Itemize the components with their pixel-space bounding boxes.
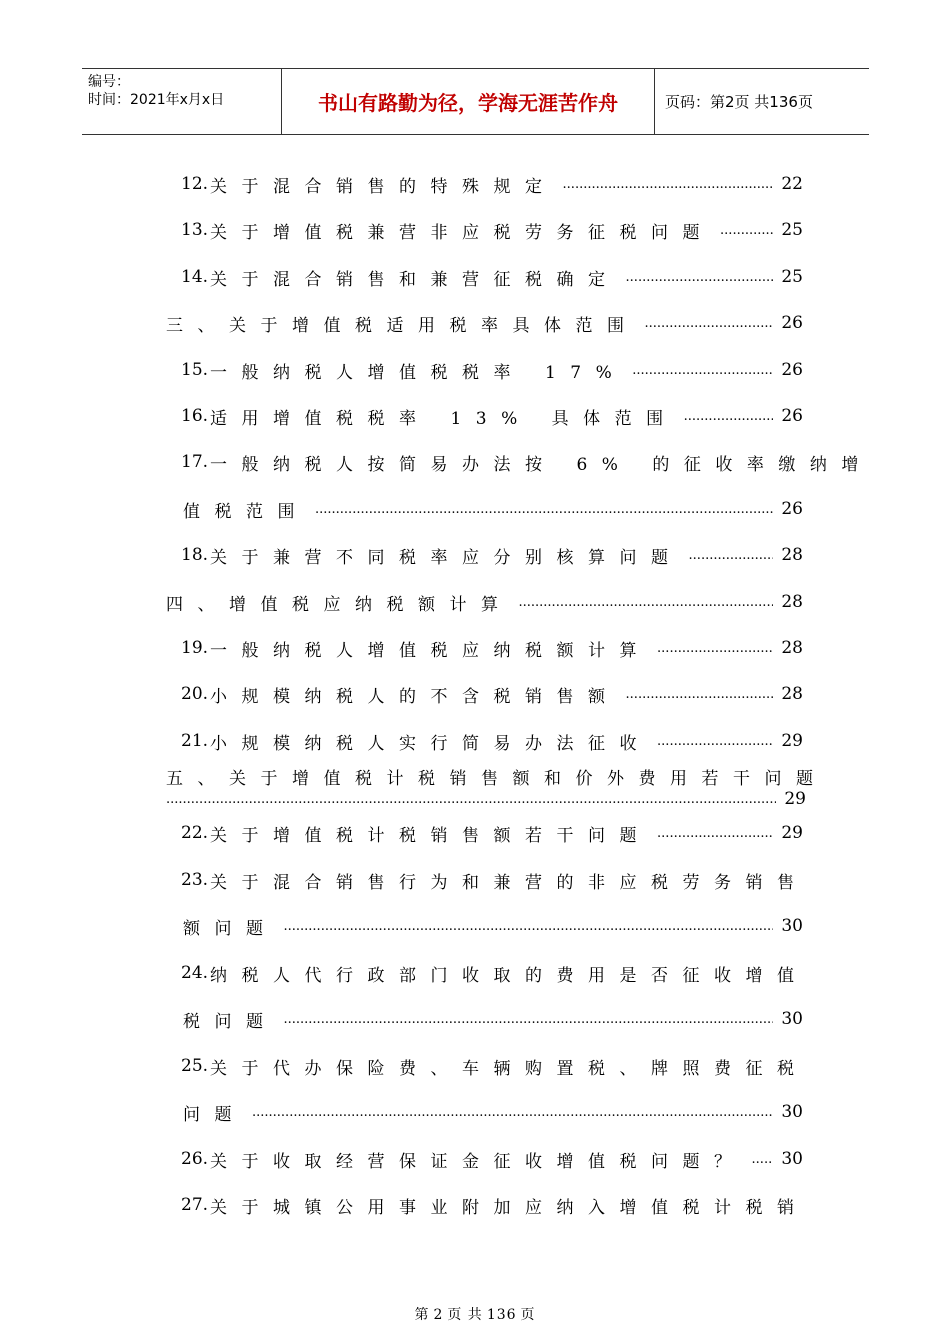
toc-leader-dots bbox=[657, 734, 773, 754]
toc-entry[interactable] bbox=[181, 681, 803, 707]
toc-entry-number: 22. bbox=[181, 823, 209, 843]
toc-entry[interactable] bbox=[181, 542, 803, 568]
toc-entry-title: 关于混合销售的特殊规定 bbox=[210, 176, 557, 197]
toc-entry-number: 25. bbox=[181, 1056, 209, 1076]
toc-leader-dots bbox=[645, 316, 774, 336]
document-number-label: 编号： bbox=[88, 74, 130, 90]
toc-entry[interactable] bbox=[181, 960, 809, 986]
toc-entry-title: 关于收取经营保证金征收增值税问题？ bbox=[210, 1151, 746, 1172]
toc-entry-number: 12. bbox=[181, 174, 209, 194]
toc-entry[interactable] bbox=[181, 403, 803, 429]
toc-entry-page: 29 bbox=[781, 731, 803, 751]
toc-entry-page: 28 bbox=[781, 545, 803, 565]
toc-entry-title: 关于混合销售行为和兼营的非应税劳务销售 bbox=[210, 872, 809, 893]
toc-entry-page: 26 bbox=[781, 406, 803, 426]
toc-section[interactable] bbox=[166, 589, 803, 615]
toc-entry-title: 适用增值税税率 13% 具体范围 bbox=[210, 408, 678, 429]
page-footer bbox=[0, 1304, 950, 1324]
toc-entry-title: 一般纳税人增值税应纳税额计算 bbox=[210, 640, 652, 661]
document-time-label: 时间：2021年x月x日 bbox=[88, 92, 225, 108]
toc-entry-number: 23. bbox=[181, 870, 209, 890]
toc-entry-page: 30 bbox=[781, 1149, 803, 1169]
footer-prefix: 第 bbox=[414, 1307, 430, 1323]
toc-section[interactable] bbox=[166, 310, 803, 336]
toc-entry-title: 税问题 bbox=[183, 1011, 278, 1032]
toc-entry[interactable] bbox=[181, 264, 803, 290]
toc-entry-number: 26. bbox=[181, 1149, 209, 1169]
toc-entry-title: 关于代办保险费、车辆购置税、牌照费征税 bbox=[210, 1058, 809, 1079]
toc-section-continuation[interactable] bbox=[166, 786, 806, 812]
toc-entry-continuation[interactable] bbox=[183, 913, 803, 939]
toc-entry-continuation[interactable] bbox=[183, 1006, 803, 1032]
toc-leader-dots bbox=[626, 270, 773, 290]
toc-section-title: 四、增值税应纳税额计算 bbox=[166, 594, 513, 615]
toc-entry-title: 小规模纳税人的不含税销售额 bbox=[210, 686, 620, 707]
toc-entry-page: 28 bbox=[781, 638, 803, 658]
toc-entry-number: 17. bbox=[181, 452, 209, 472]
toc-entry-title: 一般纳税人按简易办法按 6% 的征收率缴纳增 bbox=[210, 454, 873, 475]
toc-entry[interactable] bbox=[181, 728, 803, 754]
toc-entry[interactable] bbox=[181, 1053, 809, 1079]
toc-leader-dots bbox=[315, 502, 773, 522]
toc-leader-dots bbox=[519, 595, 774, 615]
toc-entry[interactable] bbox=[181, 217, 803, 243]
toc-section-title: 三、关于增值税适用税率具体范围 bbox=[166, 315, 639, 336]
toc-entry-title: 额问题 bbox=[183, 918, 278, 939]
toc-section-title: 五、关于增值税计税销售额和价外费用若干问题 bbox=[166, 768, 828, 789]
toc-leader-dots bbox=[166, 792, 776, 812]
toc-entry-page: 30 bbox=[781, 916, 803, 936]
toc-leader-dots bbox=[252, 1105, 773, 1125]
toc-entry-page: 22 bbox=[781, 174, 803, 194]
toc-entry-page: 30 bbox=[781, 1009, 803, 1029]
toc-entry[interactable] bbox=[181, 820, 803, 846]
toc-entry-page: 25 bbox=[781, 267, 803, 287]
toc-entry-number: 21. bbox=[181, 731, 209, 751]
toc-leader-dots bbox=[752, 1152, 773, 1172]
toc-entry-title: 关于混合销售和兼营征税确定 bbox=[210, 269, 620, 290]
toc-entry-page: 26 bbox=[781, 499, 803, 519]
toc-entry[interactable] bbox=[181, 357, 803, 383]
toc-entry-continuation[interactable] bbox=[183, 1099, 803, 1125]
footer-total-pages: 136 bbox=[486, 1307, 517, 1323]
footer-mid: 页 共 bbox=[447, 1307, 483, 1323]
toc-entry-number: 13. bbox=[181, 220, 209, 240]
toc-entry-number: 18. bbox=[181, 545, 209, 565]
toc-leader-dots bbox=[689, 548, 773, 568]
toc-leader-dots bbox=[720, 223, 773, 243]
toc-leader-dots bbox=[657, 641, 773, 661]
toc-entry-page: 29 bbox=[781, 823, 803, 843]
toc-entry-number: 24. bbox=[181, 963, 209, 983]
toc-entry-title: 值税范围 bbox=[183, 501, 309, 522]
toc-entry-number: 19. bbox=[181, 638, 209, 658]
toc-entry-number: 14. bbox=[181, 267, 209, 287]
toc-entry-title: 一般纳税人增值税税率 17% bbox=[210, 362, 627, 383]
toc-leader-dots bbox=[632, 363, 773, 383]
toc-entry-continuation[interactable] bbox=[183, 496, 803, 522]
toc-entry-number: 15. bbox=[181, 360, 209, 380]
toc-entry[interactable] bbox=[181, 635, 803, 661]
header-page-info: 页码：第2页 共136页 bbox=[665, 93, 813, 111]
toc-entry-title: 关于城镇公用事业附加应纳入增值税计税销 bbox=[210, 1197, 809, 1218]
footer-current-page: 2 bbox=[433, 1307, 444, 1323]
toc-leader-dots bbox=[657, 826, 773, 846]
toc-entry-number: 20. bbox=[181, 684, 209, 704]
toc-entry-page: 28 bbox=[781, 592, 803, 612]
toc-leader-dots bbox=[684, 409, 773, 429]
toc-leader-dots bbox=[284, 1012, 774, 1032]
toc-entry[interactable] bbox=[181, 1146, 803, 1172]
toc-entry-title: 关于增值税计税销售额若干问题 bbox=[210, 825, 652, 846]
toc-entry[interactable] bbox=[181, 171, 803, 197]
toc-entry-title: 问题 bbox=[183, 1104, 246, 1125]
header-meta bbox=[82, 69, 282, 134]
toc-entry-page: 25 bbox=[781, 220, 803, 240]
toc-leader-dots bbox=[563, 177, 773, 197]
toc-entry-number: 16. bbox=[181, 406, 209, 426]
toc-entry-page: 26 bbox=[781, 360, 803, 380]
toc-entry-title: 小规模纳税人实行简易办法征收 bbox=[210, 733, 652, 754]
footer-suffix: 页 bbox=[520, 1307, 536, 1323]
toc-entry-title: 关于增值税兼营非应税劳务征税问题 bbox=[210, 222, 715, 243]
toc-entry-page: 26 bbox=[781, 313, 803, 333]
toc-entry-page: 28 bbox=[781, 684, 803, 704]
toc-entry-page: 30 bbox=[781, 1102, 803, 1122]
toc-entry[interactable] bbox=[181, 449, 873, 475]
header-motto: 书山有路勤为径，学海无涯苦作舟 bbox=[282, 69, 655, 134]
toc-entry-title: 关于兼营不同税率应分别核算问题 bbox=[210, 547, 683, 568]
page-header bbox=[82, 68, 869, 135]
toc-entry-title: 纳税人代行政部门收取的费用是否征收增值 bbox=[210, 965, 809, 986]
toc-entry[interactable] bbox=[181, 1192, 809, 1218]
toc-entry[interactable] bbox=[181, 867, 809, 893]
toc-leader-dots bbox=[284, 919, 774, 939]
toc-entry-page: 29 bbox=[784, 789, 806, 809]
toc-entry-number: 27. bbox=[181, 1195, 209, 1215]
toc-leader-dots bbox=[626, 687, 773, 707]
